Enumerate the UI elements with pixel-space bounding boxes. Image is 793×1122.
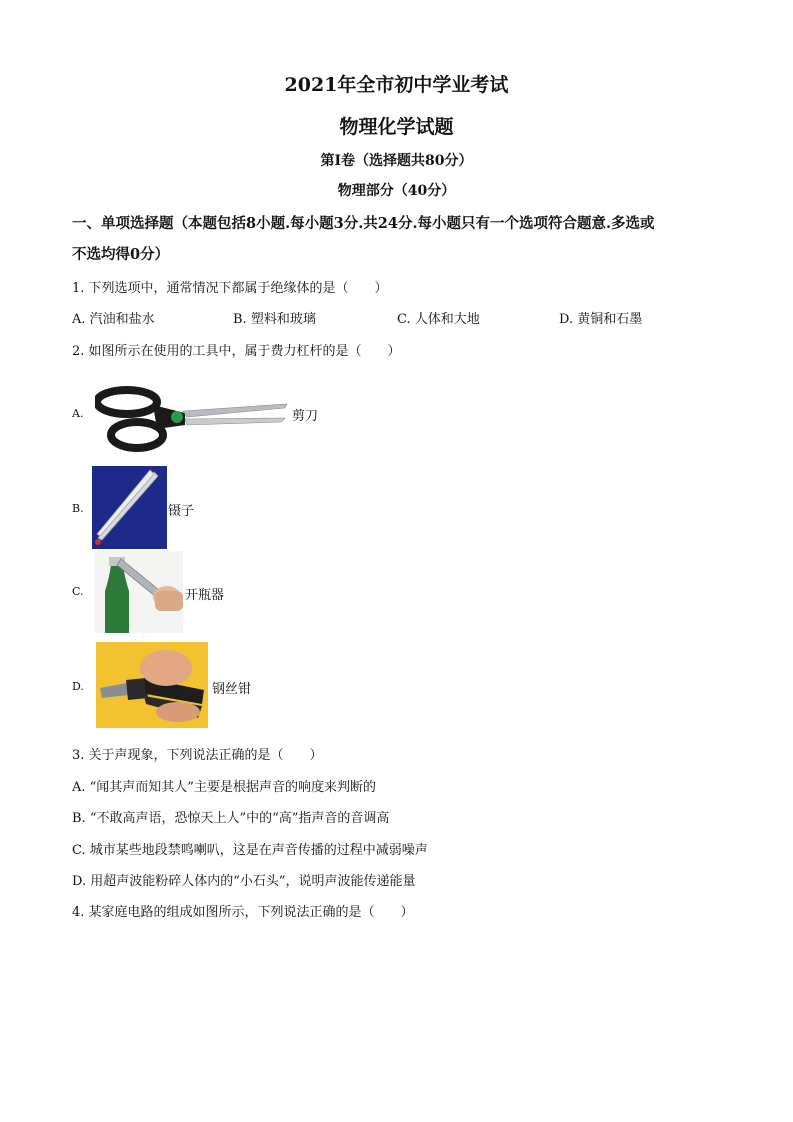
volume-heading: 第Ⅰ卷（选择题共80分） xyxy=(320,153,473,169)
q2-stem: 2. 如图所示在使用的工具中，属于费力杠杆的是（ ） xyxy=(72,344,401,359)
q1-stem: 1. 下列选项中，通常情况下都属于绝缘体的是（ ） xyxy=(72,281,388,296)
q2-option-b-caption: 镊子 xyxy=(168,504,195,519)
q3-option-b: B. “不敢高声语，恐惊天上人”中的“高”指声音的音调高 xyxy=(72,811,390,826)
scissors-icon xyxy=(95,385,290,455)
q2-option-b-letter: B. xyxy=(72,502,84,515)
exam-subtitle: 物理化学试题 xyxy=(339,116,454,138)
q4-stem: 4. 某家庭电路的组成如图所示，下列说法正确的是（ ） xyxy=(72,905,414,920)
q2-option-c-caption: 开瓶器 xyxy=(185,588,225,603)
tweezers-icon xyxy=(92,466,167,549)
q3-option-a: A. “闻其声而知其人”主要是根据声音的响度来判断的 xyxy=(72,780,376,795)
q2-option-a-letter: A. xyxy=(72,407,84,420)
section-heading-cont: 不选均得0分） xyxy=(72,246,170,263)
q1-option-a: A. 汽油和盐水 xyxy=(72,312,155,327)
q1-option-d: D. 黄铜和石墨 xyxy=(559,312,643,327)
q1-option-b: B. 塑料和玻璃 xyxy=(233,312,316,327)
pliers-icon xyxy=(96,642,208,728)
q3-stem: 3. 关于声现象，下列说法正确的是（ ） xyxy=(72,748,323,763)
q2-option-d-letter: D. xyxy=(72,680,84,693)
q3-option-c: C. 城市某些地段禁鸣喇叭，这是在声音传播的过程中减弱噪声 xyxy=(72,843,428,858)
q1-option-c: C. 人体和大地 xyxy=(397,312,480,327)
bottle-opener-icon xyxy=(95,551,183,633)
part-heading: 物理部分（40分） xyxy=(337,183,456,199)
section-heading: 一、单项选择题（本题包括8小题.每小题3分.共24分.每小题只有一个选项符合题意.多选或 xyxy=(72,215,655,232)
exam-title: 2021年全市初中学业考试 xyxy=(284,74,509,96)
q2-option-d-caption: 钢丝钳 xyxy=(212,682,252,697)
q2-option-c-letter: C. xyxy=(72,585,84,598)
q3-option-d: D. 用超声波能粉碎人体内的“小石头”，说明声波能传递能量 xyxy=(72,874,416,889)
q2-option-a-caption: 剪刀 xyxy=(292,409,319,424)
